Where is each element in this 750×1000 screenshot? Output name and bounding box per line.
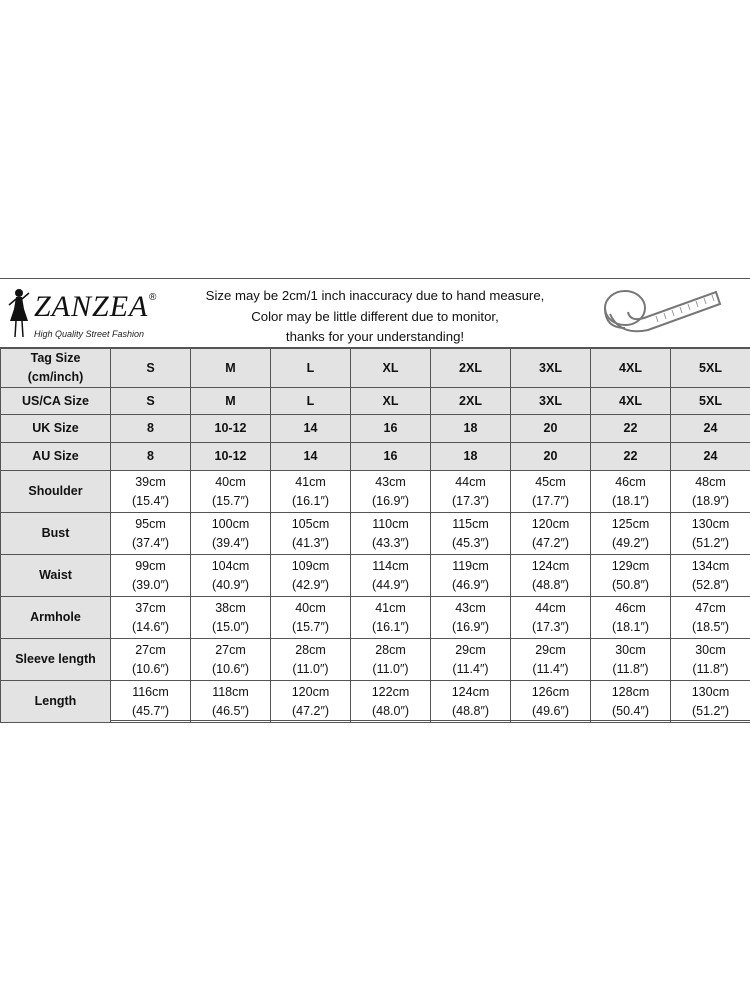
tag-size-cell: 3XL [511, 349, 591, 388]
inch-value: (42.9″) [291, 577, 330, 592]
inch-value: (17.3″) [531, 619, 570, 634]
measurement-cell [431, 639, 511, 681]
inch-value: (44.9″) [371, 577, 410, 592]
au-size-cell: 22 [591, 443, 671, 471]
measurement-cell [351, 555, 431, 597]
cm-value: 109cm [291, 558, 330, 573]
measurement-cell [191, 555, 271, 597]
measurement-row [1, 597, 750, 639]
measurement-cell [511, 681, 591, 723]
inch-value: (17.3″) [451, 493, 490, 508]
au-size-cell: 16 [351, 443, 431, 471]
inch-value: (40.9″) [211, 577, 250, 592]
tag-size-cell: S [111, 349, 191, 388]
cm-value: 43cm [455, 600, 486, 615]
measurement-cell [591, 681, 671, 723]
measurement-cell [591, 513, 671, 555]
inch-value: (48.0″) [371, 703, 410, 718]
inch-value: (49.6″) [531, 703, 570, 718]
inch-value: (11.0″) [372, 661, 409, 676]
inch-value: (48.8″) [451, 703, 490, 718]
inch-value: (10.6″) [131, 661, 170, 676]
cm-value: 124cm [451, 684, 490, 699]
measurement-cell [351, 597, 431, 639]
us-size-cell: XL [351, 388, 431, 415]
measurement-cell [271, 597, 351, 639]
cm-value: 105cm [291, 516, 330, 531]
row-label: Shoulder [1, 471, 111, 513]
row-label: Sleeve length [1, 639, 111, 681]
au-size-cell: 8 [111, 443, 191, 471]
measurement-cell [111, 681, 191, 723]
uk-size-cell: 10-12 [191, 415, 271, 443]
cm-value: 43cm [375, 474, 406, 489]
cm-value: 44cm [455, 474, 486, 489]
inch-value: (18.1″) [611, 493, 650, 508]
us-size-cell: 4XL [591, 388, 671, 415]
row-label: Bust [1, 513, 111, 555]
measurement-cell [671, 471, 750, 513]
au-size-row [1, 443, 750, 471]
measurement-cell [431, 681, 511, 723]
row-label: US/CA Size [1, 388, 111, 415]
size-chart [0, 278, 750, 721]
inch-value: (10.6″) [211, 661, 250, 676]
uk-size-cell: 16 [351, 415, 431, 443]
inch-value: (15.7″) [211, 493, 250, 508]
notice-line: Size may be 2cm/1 inch inaccuracy due to hand measure, [205, 288, 545, 303]
us-size-cell: M [191, 388, 271, 415]
cm-value: 41cm [295, 474, 326, 489]
measuring-tape-icon [600, 284, 725, 342]
uk-size-row [1, 415, 750, 443]
cm-value: 99cm [135, 558, 166, 573]
inch-value: (16.9″) [371, 493, 410, 508]
inch-value: (37.4″) [131, 535, 170, 550]
inch-value: (49.2″) [611, 535, 650, 550]
cm-value: 122cm [371, 684, 410, 699]
tag-size-cell: XL [351, 349, 431, 388]
fashion-figure-icon [6, 287, 32, 339]
inch-value: (48.8″) [531, 577, 570, 592]
measurement-cell [591, 555, 671, 597]
measurement-notice [170, 286, 580, 348]
measurement-cell [191, 681, 271, 723]
inch-value: (45.3″) [451, 535, 490, 550]
measurement-cell [671, 555, 750, 597]
measurement-cell [271, 681, 351, 723]
tag-size-cell: 5XL [671, 349, 750, 388]
cm-value: 27cm [215, 642, 246, 657]
notice-line: Color may be little different due to monitor, [251, 308, 499, 324]
row-label: Length [1, 681, 111, 723]
cm-value: 130cm [691, 516, 730, 531]
inch-value: (45.7″) [131, 703, 170, 718]
chart-header [0, 279, 750, 348]
size-table [0, 348, 750, 723]
cm-value: 47cm [695, 600, 726, 615]
inch-value: (41.3″) [291, 535, 330, 550]
inch-value: (14.6″) [131, 619, 170, 634]
cm-value: 119cm [452, 558, 489, 573]
brand-name: ZANZEA [34, 290, 149, 323]
us-size-cell: L [271, 388, 351, 415]
measurement-cell [111, 597, 191, 639]
measurement-cell [591, 471, 671, 513]
cm-value: 134cm [691, 558, 730, 573]
cm-value: 115cm [452, 516, 489, 531]
cm-value: 44cm [535, 600, 566, 615]
inch-value: (11.4″) [532, 661, 569, 676]
measurement-cell [431, 597, 511, 639]
inch-value: (15.0″) [211, 619, 250, 634]
cm-value: 39cm [135, 474, 166, 489]
cm-value: 28cm [375, 642, 406, 657]
tag-size-cell: 4XL [591, 349, 671, 388]
tag-size-cell: M [191, 349, 271, 388]
measurement-cell [511, 639, 591, 681]
row-label: Tag Size (cm/inch) [1, 349, 111, 388]
inch-value: (16.9″) [451, 619, 490, 634]
measurement-cell [431, 471, 511, 513]
measurement-cell [511, 471, 591, 513]
au-size-cell: 24 [671, 443, 750, 471]
row-label: UK Size [1, 415, 111, 443]
measurement-cell [191, 639, 271, 681]
measurement-cell [591, 639, 671, 681]
cm-value: 116cm [132, 684, 169, 699]
registered-mark: ® [149, 292, 157, 303]
cm-value: 46cm [615, 600, 646, 615]
cm-value: 40cm [295, 600, 326, 615]
cm-value: 45cm [535, 474, 566, 489]
cm-value: 38cm [215, 600, 246, 615]
measurement-cell [511, 555, 591, 597]
inch-value: (11.4″) [452, 661, 489, 676]
measurement-row [1, 513, 750, 555]
inch-value: (11.8″) [692, 661, 729, 676]
inch-value: (51.2″) [691, 535, 730, 550]
inch-value: (11.0″) [292, 661, 329, 676]
tag-size-cell: L [271, 349, 351, 388]
measurement-cell [671, 597, 750, 639]
measurement-cell [511, 597, 591, 639]
cm-value: 125cm [611, 516, 650, 531]
uk-size-cell: 14 [271, 415, 351, 443]
inch-value: (16.1″) [371, 619, 410, 634]
measurement-cell [351, 471, 431, 513]
cm-value: 30cm [615, 642, 646, 657]
measurement-cell [271, 639, 351, 681]
uk-size-cell: 24 [671, 415, 750, 443]
cm-value: 37cm [135, 600, 166, 615]
measurement-cell [111, 513, 191, 555]
cm-value: 29cm [535, 642, 566, 657]
cm-value: 129cm [611, 558, 650, 573]
measurement-cell [111, 639, 191, 681]
inch-value: (51.2″) [691, 703, 730, 718]
measurement-cell [351, 681, 431, 723]
measurement-cell [271, 555, 351, 597]
inch-value: (50.8″) [611, 577, 650, 592]
inch-value: (46.9″) [451, 577, 490, 592]
inch-value: (39.4″) [211, 535, 250, 550]
cm-value: 120cm [291, 684, 330, 699]
measurement-cell [111, 555, 191, 597]
cm-value: 126cm [531, 684, 570, 699]
inch-value: (15.4″) [131, 493, 170, 508]
us-size-cell: S [111, 388, 191, 415]
cm-value: 120cm [531, 516, 570, 531]
inch-value: (18.5″) [691, 619, 730, 634]
row-label: AU Size [1, 443, 111, 471]
measurement-cell [191, 471, 271, 513]
inch-value: (50.4″) [611, 703, 650, 718]
measurement-cell [431, 555, 511, 597]
cm-value: 30cm [695, 642, 726, 657]
tag-size-cell: 2XL [431, 349, 511, 388]
measurement-cell [671, 513, 750, 555]
measurement-cell [671, 681, 750, 723]
cm-value: 40cm [215, 474, 246, 489]
tag-size-row [1, 349, 750, 388]
inch-value: (18.9″) [691, 493, 730, 508]
us-size-row [1, 388, 750, 415]
cm-value: 114cm [372, 558, 409, 573]
brand-tagline: High Quality Street Fashion [34, 329, 145, 339]
cm-value: 130cm [691, 684, 730, 699]
brand-logo [6, 287, 166, 342]
inch-value: (43.3″) [371, 535, 410, 550]
cm-value: 48cm [695, 474, 726, 489]
measurement-cell [431, 513, 511, 555]
cm-value: 118cm [212, 684, 249, 699]
cm-value: 27cm [135, 642, 166, 657]
row-label: Waist [1, 555, 111, 597]
uk-size-cell: 8 [111, 415, 191, 443]
uk-size-cell: 20 [511, 415, 591, 443]
cm-value: 110cm [372, 516, 409, 531]
measurement-cell [111, 471, 191, 513]
measurement-cell [351, 513, 431, 555]
inch-value: (47.2″) [291, 703, 330, 718]
uk-size-cell: 18 [431, 415, 511, 443]
measurement-cell [271, 471, 351, 513]
measurement-cell [591, 597, 671, 639]
row-label: Armhole [1, 597, 111, 639]
measurement-cell [671, 639, 750, 681]
cm-value: 28cm [295, 642, 326, 657]
inch-value: (46.5″) [211, 703, 250, 718]
inch-value: (17.7″) [531, 493, 570, 508]
cm-value: 124cm [531, 558, 570, 573]
measurement-rows [1, 471, 750, 723]
cm-value: 100cm [211, 516, 250, 531]
au-size-cell: 20 [511, 443, 591, 471]
inch-value: (15.7″) [291, 619, 330, 634]
au-size-cell: 18 [431, 443, 511, 471]
cm-value: 95cm [135, 516, 166, 531]
inch-value: (16.1″) [291, 493, 330, 508]
cm-value: 41cm [375, 600, 406, 615]
measurement-row [1, 681, 750, 723]
cm-value: 46cm [615, 474, 646, 489]
inch-value: (47.2″) [531, 535, 570, 550]
cm-value: 128cm [611, 684, 650, 699]
us-size-cell: 5XL [671, 388, 750, 415]
us-size-cell: 3XL [511, 388, 591, 415]
cm-value: 104cm [211, 558, 250, 573]
inch-value: (11.8″) [612, 661, 649, 676]
measurement-row [1, 639, 750, 681]
measurement-row [1, 471, 750, 513]
inch-value: (52.8″) [691, 577, 730, 592]
inch-value: (18.1″) [611, 619, 650, 634]
measurement-cell [351, 639, 431, 681]
measurement-row [1, 555, 750, 597]
measurement-cell [191, 513, 271, 555]
measurement-cell [191, 597, 271, 639]
inch-value: (39.0″) [131, 577, 170, 592]
us-size-cell: 2XL [431, 388, 511, 415]
uk-size-cell: 22 [591, 415, 671, 443]
au-size-cell: 10-12 [191, 443, 271, 471]
cm-value: 29cm [455, 642, 486, 657]
notice-line: thanks for your understanding! [285, 329, 465, 344]
measurement-cell [271, 513, 351, 555]
measurement-cell [511, 513, 591, 555]
au-size-cell: 14 [271, 443, 351, 471]
